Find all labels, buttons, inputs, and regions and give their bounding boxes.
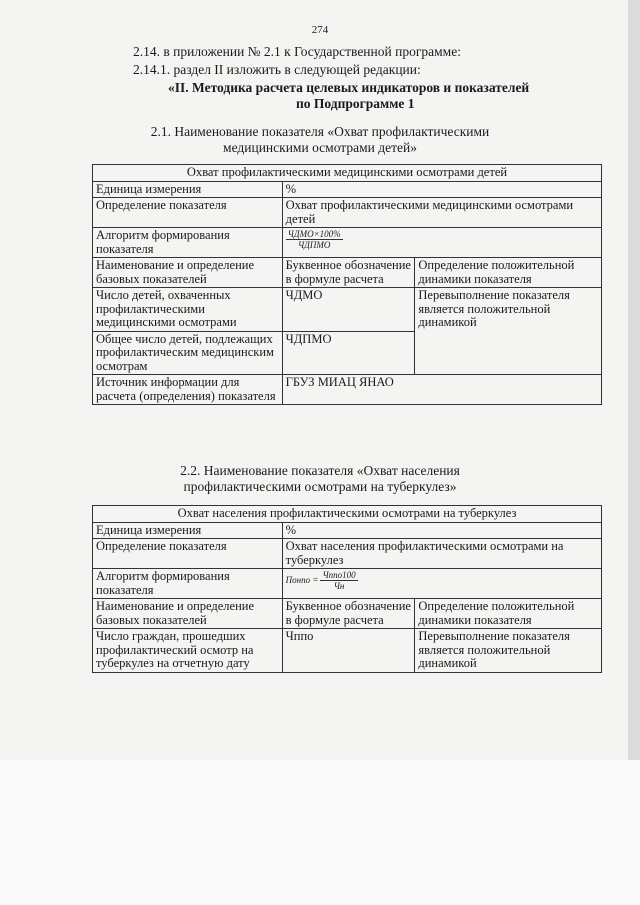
table1-row2-name: Общее число детей, подлежащих профилактическим медицинским осмотрам <box>93 331 283 375</box>
formula-denominator: ЧДПМО <box>297 240 331 250</box>
table1-formula <box>282 228 601 258</box>
table2-definition-value: Охват населения профилактическими осмотрами на туберкулез <box>282 539 601 569</box>
table1-title: Охват профилактическими медицинскими осмотрами детей <box>93 165 602 182</box>
table1-unit-value: % <box>282 181 601 198</box>
table2-definition-label: Определение показателя <box>93 539 283 569</box>
table2-dynamics-value: Перевыполнение показателя является положительной динамикой <box>415 629 602 673</box>
formula-lhs: Понпо = <box>285 574 319 585</box>
section-title-line-1: «II. Методика расчета целевых индикаторов и показателей <box>168 80 530 95</box>
table1-dynamics-value: Перевыполнение показателя является положительной динамикой <box>415 288 602 375</box>
indicator1-heading-line-2: медицинскими осмотрами детей» <box>223 140 417 155</box>
table1-col-header-code: Буквенное обозначение в формуле расчета <box>282 258 415 288</box>
table1-unit-label: Единица измерения <box>93 181 283 198</box>
intro-line-2: 2.14.1. раздел II изложить в следующей редакции: <box>133 62 421 77</box>
table1-col-header-name: Наименование и определение базовых показателей <box>93 258 283 288</box>
indicator2-heading-line-2: профилактическими осмотрами на туберкулез» <box>183 479 457 494</box>
formula-numerator: ЧДМО×100% <box>287 229 341 239</box>
indicator1-heading-line-1: 2.1. Наименование показателя «Охват профилактическими <box>150 124 490 139</box>
table2-title: Охват населения профилактическими осмотрами на туберкулез <box>93 506 602 523</box>
table2-col-header-name: Наименование и определение базовых показателей <box>93 599 283 629</box>
table1-row1-name: Число детей, охваченных профилактическими медицинскими осмотрами <box>93 288 283 332</box>
table1-algorithm-label: Алгоритм формирования показателя <box>93 228 283 258</box>
table1-definition-value: Охват профилактическими медицинскими осмотрами детей <box>282 198 601 228</box>
table2-formula <box>282 569 601 599</box>
formula-numerator: Чnпо100 <box>322 570 356 580</box>
blank-area <box>0 760 640 905</box>
table1-definition-label: Определение показателя <box>93 198 283 228</box>
table2-unit-value: % <box>282 522 601 539</box>
table1-row1-code: ЧДМО <box>282 288 415 332</box>
table1-source-value: ГБУЗ МИАЦ ЯНАО <box>282 375 601 405</box>
indicator1-table <box>92 164 602 405</box>
indicator2-table <box>92 505 602 673</box>
indicator2-heading-line-1: 2.2. Наименование показателя «Охват населения <box>180 463 460 478</box>
table2-row1-name: Число граждан, прошедших профилактический осмотр на туберкулез на отчетную дату <box>93 629 283 673</box>
table2-row1-code: Чппо <box>282 629 415 673</box>
table1-col-header-dynamics: Определение положительной динамики показателя <box>415 258 602 288</box>
intro-line-1: 2.14. в приложении № 2.1 к Государственной программе: <box>133 44 461 59</box>
page-number: 274 <box>311 24 329 36</box>
table2-col-header-code: Буквенное обозначение в формуле расчета <box>282 599 415 629</box>
table1-source-label: Источник информации для расчета (определения) показателя <box>93 375 283 405</box>
formula-denominator: Чн <box>333 581 345 591</box>
table2-algorithm-label: Алгоритм формирования показателя <box>93 569 283 599</box>
page-edge-shadow <box>628 0 640 760</box>
table2-unit-label: Единица измерения <box>93 522 283 539</box>
table1-row2-code: ЧДПМО <box>282 331 415 375</box>
table1-formula-fraction <box>286 229 343 250</box>
table2-formula-fraction <box>320 570 357 591</box>
table2-col-header-dynamics: Определение положительной динамики показателя <box>415 599 602 629</box>
section-title-line-2: по Подпрограмме 1 <box>296 96 415 111</box>
